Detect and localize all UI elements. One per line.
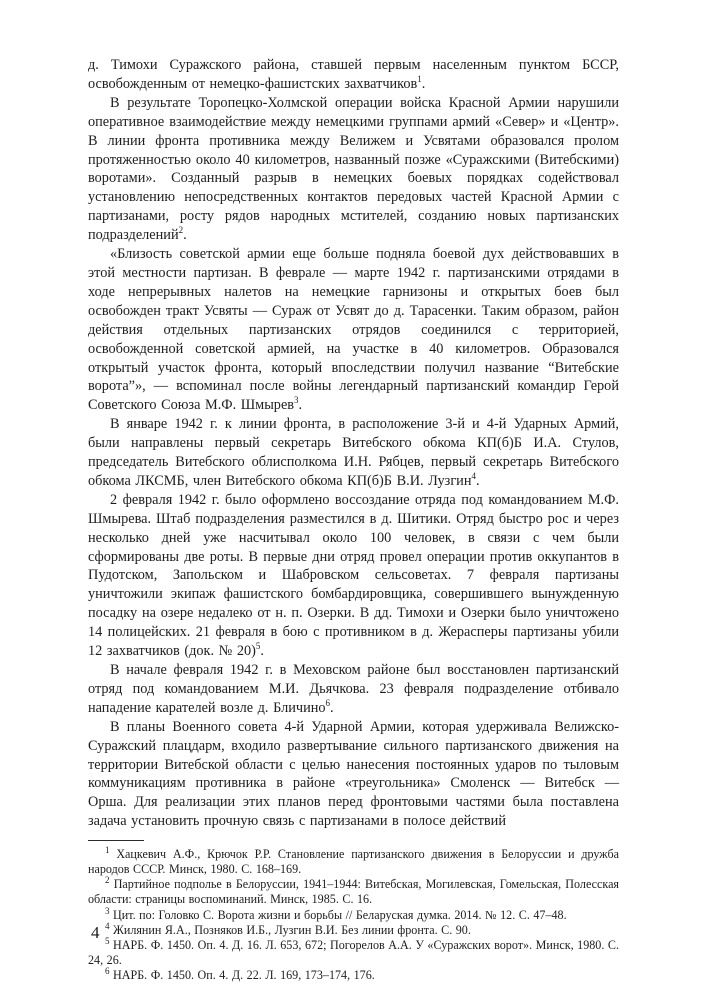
footnote: $^4$ Жилянин Я.А., Позняков И.Б., Лузгин В.И. Без линии фронта. С. 90. [105,920,471,937]
footnote-reference: 2 [178,225,184,236]
footnote: $^1$ Хацкевич А.Ф., Крючок Р.Р. Становление партизанского движения в Белоруссии и дружба народов СССР. Минск, 1980. С. 168–169. [88,845,619,877]
footnote-reference: 5 [255,641,261,652]
paragraph: В планы Военного совета 4-й Ударной Армии, которая удерживала Велижско-Суражский плацдарм, входило развертывание сильного партизанского движения на территории Витебской области с целью нанесения постоянных ударов по тыловым коммуникациям противника в районе «треугольника» Смоленск — Витебск — Орша. Для реализации этих планов перед фронтовыми частями была поставлена задача установить прочную связь с партизанами в полосе действий [88,718,619,830]
footnote-marker: 4 [105,920,110,931]
text-block [88,56,619,983]
footnote-marker: 3 [105,905,110,916]
footnote: $^6$ НАРБ. Ф. 1450. Оп. 4. Д. 22. Л. 169, 173–174, 176. [105,965,375,982]
footnote-divider [88,840,144,841]
footnote-marker: 6 [105,965,110,976]
paragraph: В начале февраля 1942 г. в Меховском районе был восстановлен партизанский отряд под командованием М.И. Дьячкова. 23 февраля подразделение отбивало нападение карателей возле д. Бличино$^6$. [88,662,619,716]
footnotes-list [88,847,619,983]
footnote-reference: 1 [417,74,422,85]
footnote: $^2$ Партийное подполье в Белоруссии, 1941–1944: Витебская, Могилевская, Гомельская, Полесская области: страницы воспоминаний. Минск, 1985. С. 16. [88,875,619,907]
page-number: 4 [91,923,100,942]
paragraph: В январе 1942 г. к линии фронта, в расположение 3-й и 4-й Ударных Армий, были направлены первый секретарь Витебского обкома КП(б)Б И.А. Стулов, председатель Витебского облисполкома И.Н. Рябцев, первый секретарь Витебского обкома ЛКСМБ, член Витебского обкома КП(б)Б В.И. Лузгин$^4$. [88,416,619,489]
paragraph: 2 февраля 1942 г. было оформлено воссоздание отряда под командованием М.Ф. Шмырева. Штаб подразделения разместился в д. Шитики. Отряд быстро рос и через несколько дней уже насчитывал около 100 человек, в связи с чем были сформированы две роты. В первые дни отряд провел операции против оккупантов в Пудотском, Запольском и Шабровском сельсоветах. 7 февраля партизаны уничтожили экипаж фашистского бомбардировщика, совершившего вынужденную посадку на озере недалеко от н. п. Озерки. В дд. Тимохи и Озерки было уничтожено 14 полицейских. 21 февраля в бою с противником в д. Жерасперы партизаны убили 12 захватчиков (док. № 20)$^5$. [88,491,619,660]
body-text [88,56,619,831]
footnote: $^5$ НАРБ. Ф. 1450. Оп. 4. Д. 16. Л. 653, 672; Погорелов А.А. У «Суражских ворот». Минск, 1980. С. 24, 26. [88,935,619,967]
paragraph: «Близость советской армии еще больше подняла боевой дух действовавших в этой местности партизан. В феврале — марте 1942 г. партизанскими отрядами в ходе непрерывных налетов на немецкие гарнизоны и открытых боев был освобожден тракт Усвяты — Сураж от Усвят до д. Тарасенки. Таким образом, район действия отдельных партизанских отрядов соединился с территорией, освобожденной советской армией, на участке в 40 километров. Образовался открытый участок фронта, который впоследствии получил название “Витебские ворота”», — вспоминал после войны легендарный партизанский командир Герой Советского Союза М.Ф. Шмырев$^3$. [88,246,619,414]
paragraph: д. Тимохи Суражского района, ставшей первым населенным пунктом БССР, освобожденным от немецко-фашистских захватчиков$^1$. [88,57,619,92]
footnote-marker: 5 [105,935,110,946]
footnote-reference: 4 [471,471,476,482]
footnote: $^3$ Цит. по: Головко С. Ворота жизни и борьбы // Беларуская думка. 2014. № 12. С. 47–48. [105,905,567,922]
footnote-reference: 6 [325,698,331,709]
footnote-marker: 1 [105,845,110,856]
footnote-reference: 3 [294,395,299,406]
paragraph: В результате Торопецко-Холмской операции войска Красной Армии нарушили оперативное взаимодействие между немецкими группами армий «Север» и «Центр». В линии фронта противника между Велижем и Усвятами образовался пролом протяженностью около 40 километров, названный позже «Суражскими (Витебскими) воротами». Созданный разрыв в немецких боевых порядках содействовал установлению непосредственных контактов передовых частей Красной Армии с партизанами, росту рядов народных мстителей, созданию новых партизанских подразделений$^2$. [88,94,619,244]
footnote-marker: 2 [105,875,110,886]
